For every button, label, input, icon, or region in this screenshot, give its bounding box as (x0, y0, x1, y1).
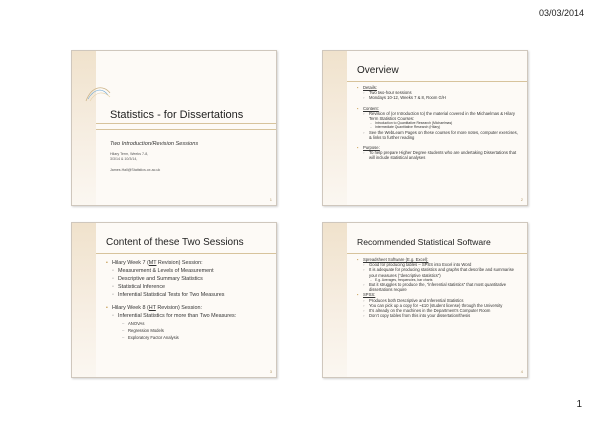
slide-side-band (72, 223, 96, 377)
title-rule (96, 253, 276, 254)
slide-1-meta-line: 3/3/14 & 10/3/14, (110, 157, 138, 161)
slide-3-body (106, 259, 270, 341)
slide-side-band (323, 51, 347, 205)
sub-bullet: ◦ Inferential Statistical Tests for Two Measures (106, 291, 270, 299)
slide-3-thumbnail (71, 222, 277, 378)
slide-1-meta-line: Hilary Term, Weeks 7-8, (110, 152, 149, 156)
title-rule (347, 81, 527, 82)
sub-sub-bullet: – Intermediate Quantitative Research (Hilary) (357, 125, 521, 129)
week-7-prefix: Hilary Week 7 ( (112, 260, 149, 266)
slide-1-thumbnail (71, 50, 277, 206)
slide-number: 2 (520, 197, 523, 202)
page-number: 1 (576, 399, 582, 410)
slide-number: 1 (269, 197, 272, 202)
week-8-suffix: Revision) Session: (155, 305, 202, 311)
slide-1-meta (110, 152, 148, 162)
sub-bullet: ◦ Revision of (or Introduction to) the material covered in the Michaelmas & Hilary Term Statistics Courses: (357, 111, 521, 121)
sub-bullet: ◦ Inferential Statistics for more than Two Measures: (106, 312, 270, 320)
slide-1-title: Statistics - for Dissertations (110, 109, 244, 121)
sub-bullet: ◦ Descriptive and Summary Statistics (106, 275, 270, 283)
sub-sub-bullet: – Exploratory Factor Analysis (106, 334, 270, 341)
sub-bullet: ◦ Statistical Inference (106, 283, 270, 291)
sub-sub-bullet: – Introduction to Quantitative Research (Michaelmas) (357, 121, 521, 125)
slide-4-thumbnail (322, 222, 528, 378)
week-7-term: MT (148, 260, 157, 266)
title-rule-lower (96, 129, 276, 130)
sub-bullet: ◦ Measurement & Levels of Measurement (106, 267, 270, 275)
slide-number: 4 (520, 369, 523, 374)
slide-2-thumbnail (322, 50, 528, 206)
sub-sub-bullet: – Regression Models (106, 327, 270, 334)
sub-bullet: ◦ Two two-hour sessions (357, 90, 521, 95)
sub-sub-bullet: – ANOVAs (106, 320, 270, 327)
sub-bullet: ◦ Produces both Descriptive and Inferential Statistics (357, 298, 521, 303)
slide-side-band (323, 223, 347, 377)
slide-2-body (357, 85, 521, 161)
sub-bullet: ◦ To help prepare Higher Degree students who are undertaking Dissertations that will include statistical analyses (357, 150, 521, 160)
slide-1-subtitle: Two Introduction/Revision Sessions (110, 141, 199, 147)
week-7-suffix: Revision) Session: (156, 260, 203, 266)
slide-number: 3 (269, 369, 272, 374)
bullet-purpose: ▪ Purpose: (357, 145, 521, 150)
sub-bullet: ◦ But it struggles to produce the, “inferential statistics” that most quantitative dissertations require (357, 282, 521, 292)
slide-2-title: Overview (357, 65, 399, 76)
sub-bullet: ◦ It is adequate for producing statistics and graphs that describe and summarise your measures (“descriptive statistics”) (357, 267, 521, 277)
sub-bullet: ◦ Good for producing tables – SPSS into Excel into Word (357, 262, 521, 267)
sub-bullet: ◦ See the WebLearn Pages on these courses for more notes, computer exercises, & links to further reading (357, 130, 521, 140)
slide-4-title: Recommended Statistical Software (357, 237, 491, 247)
print-date: 03/03/2014 (538, 8, 584, 18)
bullet-content: ▪ Content: (357, 106, 521, 111)
bullet-week-8 (106, 304, 270, 312)
slide-side-band (72, 51, 96, 205)
slide-3-title: Content of these Two Sessions (106, 237, 244, 248)
slide-4-body (357, 257, 521, 318)
bullet-details: ▪ Details: (357, 85, 521, 90)
bullet-week-7 (106, 259, 270, 267)
bullet-spreadsheet: ▪ Spreadsheet Software (E.g. Excel): (357, 257, 521, 262)
sub-bullet: ◦ Mondays 10-12, Weeks 7 & 8, Room G/H (357, 95, 521, 100)
week-8-prefix: Hilary Week 8 ( (112, 305, 149, 311)
decorative-swirl-icon (84, 81, 112, 103)
week-8-term: HT (148, 305, 156, 311)
sub-sub-bullet: – E.g. Averages, frequencies, bar charts (357, 278, 521, 282)
sub-bullet: ◦ It’s already on the machines in the Department’s Computer Room (357, 308, 521, 313)
title-rule (347, 253, 527, 254)
bullet-spss: ▪ SPSS: (357, 292, 521, 297)
title-rule (96, 123, 276, 124)
sub-bullet: ◦ Don’t copy tables from this into your dissertation/thesis (357, 313, 521, 318)
slide-1-email: James.Hall@Statistics.ox.ac.uk (110, 168, 161, 172)
sub-bullet: ◦ You can pick up a copy for ~£10 (student license) through the University (357, 303, 521, 308)
